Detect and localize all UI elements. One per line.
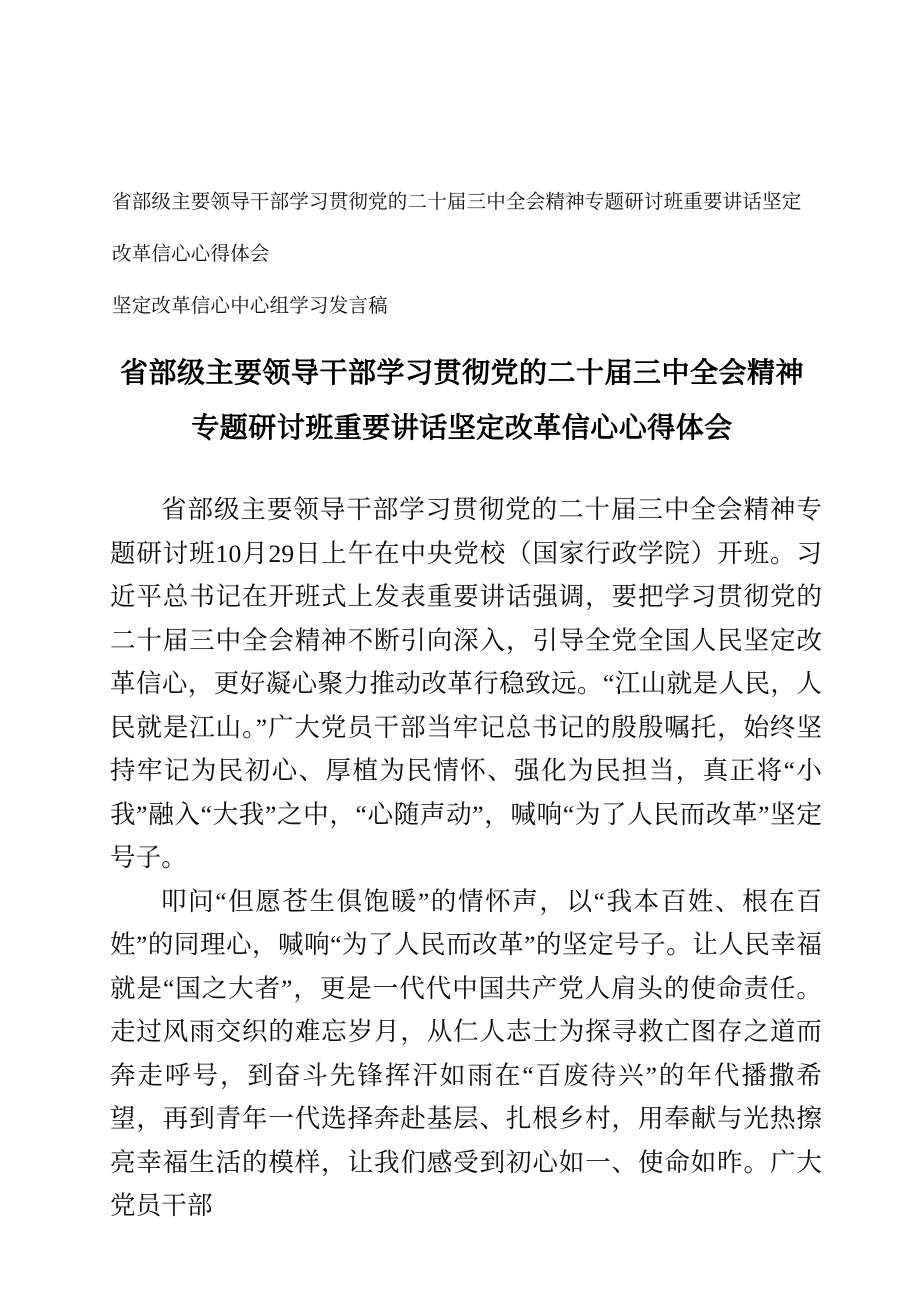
document-header-keywords	[112, 176, 812, 332]
body-paragraph-1: 省部级主要领导干部学习贯彻党的二十届三中全会精神专题研讨班10月29日上午在中央党校（国家行政学院）开班。习近平总书记在开班式上发表重要讲话强调，要把学习贯彻党的二十届三中全会精神不断引向深入，引导全党全国人民坚定改革信心，更好凝心聚力推动改革行稳致远。“江山就是人民，人民就是江山。”广大党员干部当牢记总书记的殷殷嘱托，始终坚持牢记为民初心、厚植为民情怀、强化为民担当，真正将“小我”融入“大我”之中，“心随声动”，喊响“为了人民而改革”坚定号子。	[110, 495, 822, 872]
page-title: 省部级主要领导干部学习贯彻党的二十届三中全会精神专题研讨班重要讲话坚定改革信心心得体会	[119, 357, 804, 443]
header-keyword-line-2: 坚定改革信心中心组学习发言稿	[112, 295, 388, 317]
body-paragraph-2: 叩问“但愿苍生俱饱暖”的情怀声，以“我本百姓、根在百姓”的同理心，喊响“为了人民而改革”的坚定号子。让人民幸福就是“国之大者”，更是一代代中国共产党人肩头的使命责任。走过风雨交织的难忘岁月，从仁人志士为探寻救亡图存之道而奔走呼号，到奋斗先锋挥汗如雨在“百废待兴”的年代播撒希望，再到青年一代选择奔赴基层、扎根乡村，用奉献与光热擦亮幸福生活的模样，让我们感受到初心如一、使命如昨。广大党员干部	[110, 886, 822, 1220]
header-keyword-line-1: 省部级主要领导干部学习贯彻党的二十届三中全会精神专题研讨班重要讲话坚定改革信心心得体会	[112, 191, 802, 265]
document-body	[110, 488, 822, 1228]
